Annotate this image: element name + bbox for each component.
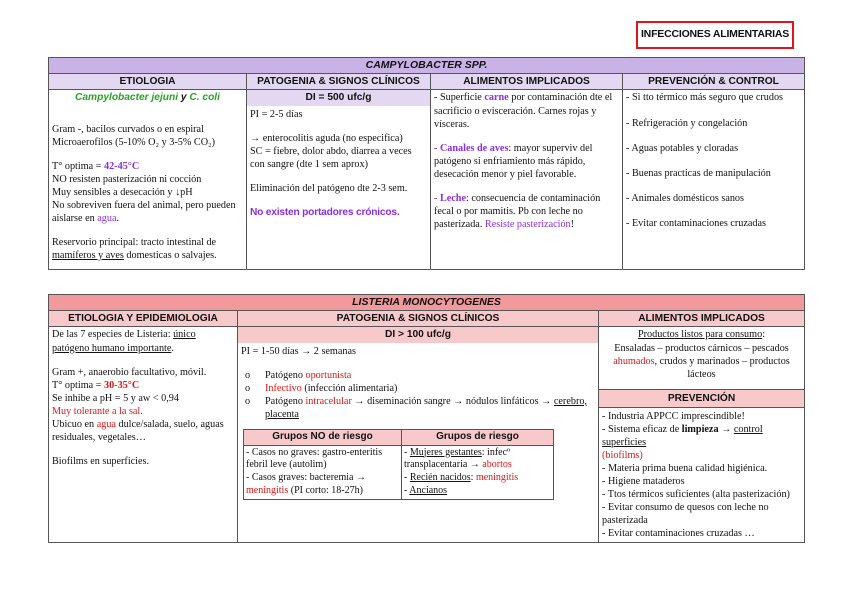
micro-text: Microaerofilos (5-10% O₂ y 3-5% CO₂) xyxy=(52,136,215,148)
especies-u: único patógeno humano importante xyxy=(52,329,196,354)
leche-end: ! xyxy=(570,218,575,230)
ph-text: Se inhibe a pH = 5 y aw < 0,94 xyxy=(52,392,179,404)
especies-a: De las 7 especies de Listeria: xyxy=(52,329,174,341)
no-sobre-a: No sobreviven fuera del animal, pero pueden aislarse en xyxy=(52,199,236,224)
campylo-alimentos-cell xyxy=(431,90,623,270)
prev-item: - Buenas practicas de manipulación xyxy=(626,167,771,179)
biofilms-text: Biofilms en superficies. xyxy=(52,455,150,467)
b3-c: → diseminación sangre → nódulos linfáticos → xyxy=(351,395,554,407)
sup-b: por contaminación dte el sacrificio o evisceración. Carnes rojas y vísceras. xyxy=(434,92,613,130)
reservorio-b: domesticas o salvajes. xyxy=(123,249,217,261)
pi-l-text: PI = 1-50 días → 2 semanas xyxy=(241,345,356,357)
p2-d: control superficies xyxy=(602,423,763,448)
list-item xyxy=(245,369,595,382)
di-campylo: DI = 500 ufc/g xyxy=(247,90,430,105)
campylobacter-title: CAMPYLOBACTER SPP. xyxy=(49,58,805,74)
prod-end: : xyxy=(762,329,766,341)
campylo-prevencion-cell xyxy=(623,90,805,270)
page-title: INFECCIONES ALIMENTARIAS xyxy=(636,21,794,49)
b3-b: intracelular xyxy=(305,395,352,407)
campylo-patogenia-cell xyxy=(247,90,431,270)
no-past-text: NO resisten pasterización ni cocción xyxy=(52,173,202,185)
prev-l-item: - Evitar consumo de quesos con leche no pasterizada xyxy=(602,502,769,527)
listeria-alimentos-cell xyxy=(599,327,805,543)
species-coli: C. coli xyxy=(189,92,220,104)
sensible-text: Muy sensibles a desecación y ↓pH xyxy=(52,186,193,198)
col-header-alimentos-l: ALIMENTOS IMPLICADOS xyxy=(599,311,805,327)
col-header-etiologia-epi: ETIOLOGIA Y EPIDEMIOLOGIA xyxy=(49,311,238,327)
b2-b: (infección alimentaria) xyxy=(301,382,398,394)
di-listeria: DI > 100 ufc/g xyxy=(238,327,598,342)
listeria-patogenia-cell xyxy=(238,327,599,543)
no-sobre-end: . xyxy=(116,212,120,224)
nr2-text xyxy=(246,472,399,498)
canales-label: - Canales de aves xyxy=(434,142,509,154)
r1-c: abortos xyxy=(482,459,512,471)
canales-text xyxy=(434,142,619,181)
r2-c: meningitis xyxy=(475,472,519,484)
r1-b: : infecº transplacentaria → xyxy=(404,446,511,471)
ubic-agua: agua xyxy=(96,418,116,430)
temp-l-value: 30-35°C xyxy=(103,379,140,391)
list-item xyxy=(245,382,595,395)
col-header-prevencion: PREVENCIÓN & CONTROL xyxy=(623,74,805,90)
riesgo-cell xyxy=(402,445,554,499)
temp-l-line xyxy=(52,379,234,392)
prev-item: - Si tto térmico más seguro que crudos xyxy=(626,92,784,104)
alim-line1: Ensaladas – productos cárnicos – pescados xyxy=(614,342,789,354)
riesgo-header: Grupos de riesgo xyxy=(402,429,554,445)
p2-b: limpieza xyxy=(681,423,719,435)
prev-l-item: - Higiene mataderos xyxy=(602,475,685,487)
campylo-etiologia-cell xyxy=(49,90,247,270)
gram-text: Gram -, bacilos curvados o en espiral xyxy=(52,123,204,135)
b2-a: Infectivo xyxy=(265,382,302,394)
b1-b: oportunista xyxy=(305,369,352,381)
temp-line xyxy=(52,160,243,173)
pi-text: PI = 2-5 días xyxy=(250,108,303,120)
ubic-b: dulce/salada, suelo, aguas residuales, vegetales… xyxy=(52,418,224,443)
listeria-title: LISTERIA MONOCYTOGENES xyxy=(49,295,805,311)
temp-value: 42-45°C xyxy=(103,160,140,172)
prev-l-item: - Ttos térmicos suficientes (alta pasterización) xyxy=(602,489,790,500)
prev-item: - Aguas potables y cloradas xyxy=(626,142,739,154)
r2-b: : xyxy=(470,472,476,484)
prev-l-item: (biofilms) xyxy=(602,449,643,461)
b3-d: cerebro, placenta xyxy=(265,395,587,420)
leche-resiste: Resiste pasterización xyxy=(484,218,571,230)
riesgo-table xyxy=(243,429,554,500)
b3-a: Patógeno xyxy=(265,395,306,407)
reservorio-a: Reservorio principal: tracto intestinal de xyxy=(52,236,217,248)
prev-l-item: - Materia prima buena calidad higiénica. xyxy=(602,462,768,474)
prev-item: - Evitar contaminaciones cruzadas xyxy=(626,217,767,229)
listeria-etiologia-cell xyxy=(49,327,238,543)
alim-line2-text: , crudos y marinados – productos lácteos xyxy=(654,355,790,380)
prev-l-item xyxy=(602,423,801,449)
nr2-c: (PI corto: 18-27h) xyxy=(288,484,363,496)
no-sobre-agua: agua xyxy=(97,212,117,224)
campylobacter-table xyxy=(48,57,805,270)
prod-line xyxy=(602,328,801,341)
especies-text xyxy=(52,328,234,354)
col-header-patogenia: PATOGENIA & SIGNOS CLÍNICOS xyxy=(247,74,431,90)
prev-item: - Refrigeración y congelación xyxy=(626,117,748,129)
canales-body: : mayor superviv del patógeno si enfriamiento más rápido, desecación menor y piel favorable. xyxy=(434,142,593,180)
ahumados: ahumados xyxy=(613,355,655,367)
sup-a: - Superficie xyxy=(434,92,485,104)
alimentos-block xyxy=(599,327,804,384)
nr2-a: - Casos graves: bacteremia → xyxy=(246,472,366,484)
temp-label: T° optima = xyxy=(52,160,104,172)
sc-text: SC = fiebre, dolor abdo, diarrea a veces con sangre (dte 1 sem aprox) xyxy=(250,145,412,170)
r2-a: Recién nacidos xyxy=(409,472,471,484)
reservorio-text xyxy=(52,236,243,262)
no-sobre-text xyxy=(52,199,243,225)
alim-line2 xyxy=(602,355,801,381)
entero-text: → enterocolitis aguda (no especifica) xyxy=(250,132,403,144)
gram-l-text: Gram +, anaerobio facultativo, móvil. xyxy=(52,366,207,378)
ubic-a: Ubicuo en xyxy=(52,418,97,430)
leche-body: : consecuencia de contaminación fecal o por mamitis. Pb con leche no pasterizada. xyxy=(434,192,601,230)
species-conj: y xyxy=(178,92,190,104)
prev-l-item: - Evitar contaminaciones cruzadas … xyxy=(602,528,755,540)
especies-end: . xyxy=(171,342,174,354)
prod-text: Productos listos para consumo xyxy=(637,329,763,341)
r1-a: Mujeres gestantes xyxy=(409,446,482,458)
prev-l-item: - Industria APPCC imprescindible! xyxy=(602,410,745,422)
r3-text: - Ancianos xyxy=(404,484,448,496)
r2-text: - Recién nacidos: meningitis xyxy=(404,472,519,484)
no-riesgo-cell xyxy=(244,445,402,499)
elim-text: Eliminación del patógeno dte 2-3 sem. xyxy=(250,182,408,194)
prevencion-list xyxy=(599,408,804,542)
no-portadores-text: No existen portadores crónicos. xyxy=(250,206,400,218)
patogeno-list xyxy=(245,369,595,421)
r1-text: - Mujeres gestantes: infecº transplacentaria → abortos xyxy=(404,446,512,471)
superficie-text xyxy=(434,91,619,130)
col-header-etiologia: ETIOLOGIA xyxy=(49,74,247,90)
r3: Ancianos xyxy=(409,484,448,496)
ubicuo-text xyxy=(52,418,234,444)
p2-a: - Sistema eficaz de xyxy=(602,423,682,435)
col-header-alimentos: ALIMENTOS IMPLICADOS xyxy=(431,74,623,90)
leche-text xyxy=(434,192,619,231)
p2-c: → xyxy=(718,423,734,435)
col-header-patogenia-l: PATOGENIA & SIGNOS CLÍNICOS xyxy=(238,311,599,327)
prev-item: - Animales domésticos sanos xyxy=(626,192,744,204)
listeria-table xyxy=(48,294,805,543)
nr1-text: - Casos no graves: gastro-enteritis febril leve (autolim) xyxy=(246,446,383,471)
species-jejuni: Campylobacter jejuni xyxy=(75,92,179,104)
prevencion-header: PREVENCIÓN xyxy=(599,389,804,408)
leche-label: - Leche xyxy=(434,192,466,204)
sup-carne: carne xyxy=(484,92,509,104)
no-riesgo-header: Grupos NO de riesgo xyxy=(244,429,402,445)
list-item xyxy=(245,395,595,421)
reservorio-u: mamíferos y aves xyxy=(52,249,124,261)
b1-a: Patógeno xyxy=(265,369,306,381)
sal-text: Muy tolerante a la sal. xyxy=(52,405,143,417)
nr2-b: meningitis xyxy=(246,484,289,496)
temp-l-label: T° optima = xyxy=(52,379,104,391)
